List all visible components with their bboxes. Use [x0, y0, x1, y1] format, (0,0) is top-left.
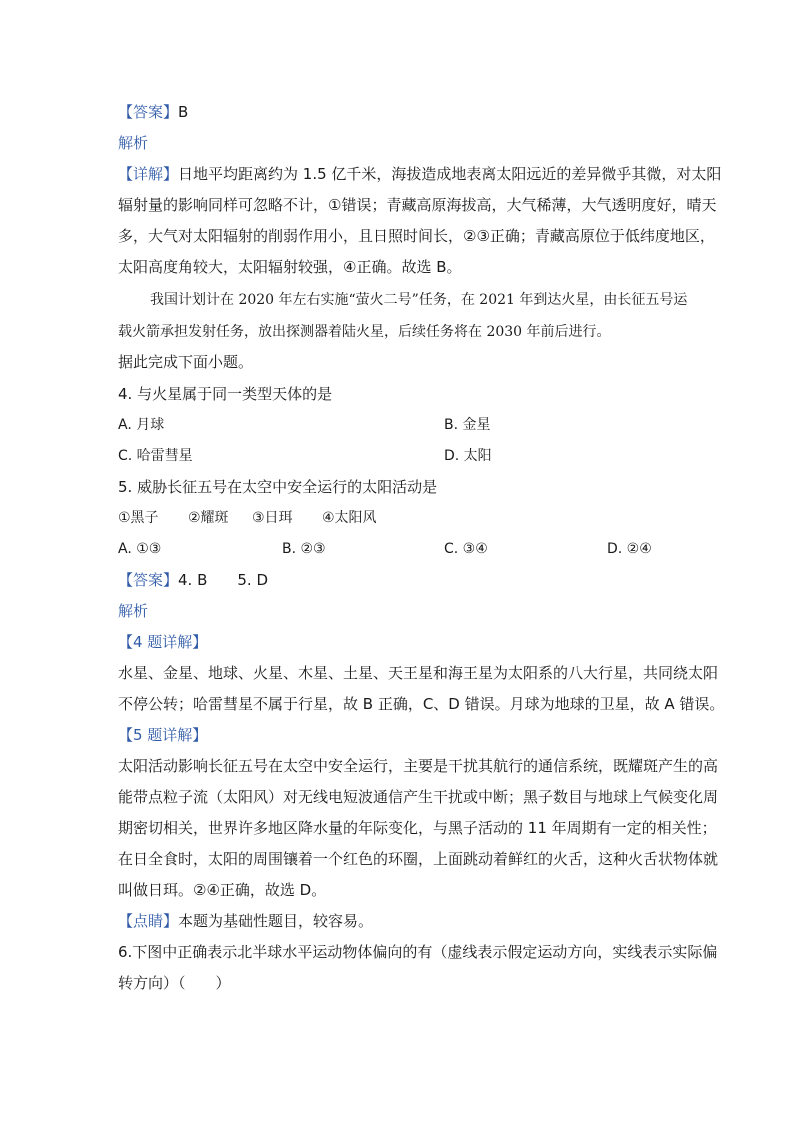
q5-detail-line-5: 叫做日珥。②④正确，故选 D。	[118, 881, 327, 899]
detail-line-4: 太阳高度角较大，太阳辐射较强，④正确。故选 B。	[118, 258, 462, 276]
q5-option-c: C. ③④	[444, 541, 488, 557]
q5-detail-line-4: 在日全食时，太阳的周围镶着一个红色的环圈，上面跳动着鲜红的火舌，这种火舌状物体就	[118, 850, 719, 868]
answer-tag-2: 【答案】	[118, 571, 179, 589]
q4-stem: 4. 与火星属于同一类型天体的是	[118, 385, 333, 403]
comment-tag: 【点睛】	[118, 912, 179, 930]
q5-item-3: ③日珥	[252, 510, 293, 526]
q5-detail-line-1: 太阳活动影响长征五号在太空中安全运行，主要是干扰其航行的通信系统，既耀斑产生的高	[118, 757, 719, 775]
answer-line	[118, 102, 188, 122]
q4-option-d: D. 太阳	[444, 448, 492, 464]
detail-text-1: 日地平均距离约为 1.5 亿千米，海拔造成地表离太阳远近的差异微乎其微，对太阳	[178, 165, 722, 183]
comment-line	[118, 911, 373, 931]
q4-option-b: B. 金星	[444, 417, 491, 433]
answer-line-2	[118, 570, 268, 590]
detail-line-2: 辐射量的影响同样可忽略不计，①错误；青藏高原海拔高，大气稀薄，大气透明度好，晴天	[118, 196, 717, 214]
answer-value: B	[178, 103, 189, 121]
q5-item-2: ②耀斑	[188, 510, 229, 526]
q5-detail-line-3: 期密切相关，世界许多地区降水量的年际变化，与黑子活动的 11 年周期有一定的相关性；	[118, 819, 717, 837]
q4-option-c: C. 哈雷彗星	[118, 448, 193, 464]
analysis-heading-2: 解析	[118, 602, 149, 620]
q5-detail-line-2: 能带点粒子流（太阳风）对无线电短波通信产生干扰或中断；黑子数目与地球上气候变化周	[118, 788, 719, 806]
answer-tag: 【答案】	[118, 103, 179, 121]
q5-option-d: D. ②④	[607, 541, 652, 557]
q5-option-a: A. ①③	[118, 541, 162, 557]
analysis-heading: 解析	[118, 134, 149, 152]
material-instruction: 据此完成下面小题。	[118, 353, 254, 371]
detail-line-1	[118, 164, 721, 184]
q5-option-b: B. ②③	[282, 541, 326, 557]
q4-detail-line-1: 水星、金星、地球、火星、木星、土星、天王星和海王星为太阳系的八大行星，共同绕太阳	[118, 664, 719, 682]
q4-detail-heading: 【4 题详解】	[118, 633, 208, 651]
material-line-1: 我国计划计在 2020 年左右实施“萤火二号”任务，在 2021 年到达火星，由长征五号运	[150, 292, 688, 308]
detail-tag: 【详解】	[118, 165, 179, 183]
comment-text: 本题为基础性题目，较容易。	[178, 912, 374, 930]
q5-item-1: ①黑子	[118, 510, 159, 526]
q6-line-2: 转方向）（ ）	[118, 974, 231, 992]
q4-option-a: A. 月球	[118, 417, 165, 433]
q4-detail-line-2: 不停公转；哈雷彗星不属于行星，故 B 正确，C、D 错误。月球为地球的卫星，故 A 错误。	[118, 695, 725, 713]
q5-item-4: ④太阳风	[322, 510, 377, 526]
detail-line-3: 多，大气对太阳辐射的削弱作用小，且日照时间长，②③正确；青藏高原位于低纬度地区，	[118, 227, 715, 245]
q5-detail-heading: 【5 题详解】	[118, 726, 208, 744]
answer-value-2: 4. B 5. D	[178, 571, 269, 589]
material-line-2: 载火箭承担发射任务，放出探测器着陆火星，后续任务将在 2030 年前后进行。	[118, 324, 611, 340]
q6-line-1: 6.下图中正确表示北半球水平运动物体偏向的有（虚线表示假定运动方向，实线表示实际偏	[118, 943, 718, 961]
q5-stem: 5. 威胁长征五号在太空中安全运行的太阳活动是	[118, 478, 438, 496]
